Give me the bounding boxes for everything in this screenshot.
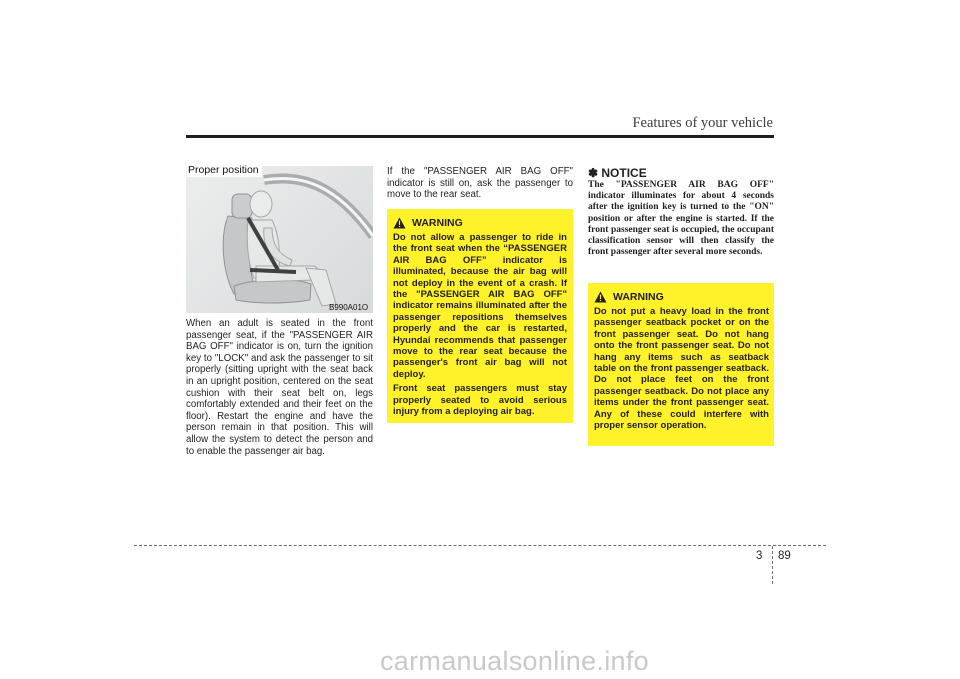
adult-seating-paragraph: When an adult is seated in the front passenger seat, if the "PASSENGER AIR BAG OFF" indicator is on, turn the ignition key to "LOCK" and ask the passenger to sit properly (sitting upright with the seat back in an upright position, centered on the seat cushion with their seat belt on, legs comfortably extended and their feet on the floor). Restart the engine and have the person remain in that position. This will allow the system to detect the person and to enable the passenger air bag. <box>186 318 373 457</box>
running-header: Features of your vehicle <box>632 115 773 131</box>
chapter-number: 3 <box>756 550 763 562</box>
rear-seat-paragraph: If the "PASSENGER AIR BAG OFF" indicator is still on, ask the passenger to move to the rear seat. <box>387 166 573 201</box>
seat-figure-drawing <box>186 166 373 313</box>
figure-caption: Proper position <box>187 164 262 177</box>
warning-title: WARNING <box>613 291 664 303</box>
warning-text-seated: Front seat passengers must stay properly seated to avoid serious injury from a deploying air bag. <box>393 383 567 418</box>
watermark: carmanualsonline.info <box>380 646 649 676</box>
warning-title: WARNING <box>412 217 463 229</box>
footer-divider <box>772 546 773 584</box>
notice-text: The "PASSENGER AIR BAG OFF" indicator illuminates for about 4 seconds after the ignition key is turned to the "ON" position or after the engine is started. If the front passenger seat is occupied, the occupant classification sensor will then classify the front passenger after several more seconds. <box>588 180 774 258</box>
footer-rule <box>134 545 826 546</box>
warning-box-passenger-airbag <box>387 209 573 423</box>
warning-text: Do not put a heavy load in the front passenger seatback pocket or on the front passenger seat. Do not hang onto the front passenger seat. Do not hang any items such as seatback table on the front passenger seatback. Do not place feet on the front passenger seatback. Do not place any items under the front passenger seat. Any of these could interfere with proper sensor operation. <box>594 306 769 432</box>
warning-triangle-icon <box>594 291 607 303</box>
warning-header <box>393 218 567 231</box>
page-number: 89 <box>778 550 791 562</box>
warning-header <box>594 292 769 305</box>
figure-code: B990A01O <box>329 303 369 312</box>
warning-box-seatback-load <box>588 283 774 446</box>
warning-triangle-icon <box>393 217 406 229</box>
seated-passenger-illustration <box>186 166 373 313</box>
warning-text: Do not allow a passenger to ride in the front seat when the “PASSENGER AIR BAG OFF” indicator is illuminated, because the air bag will not deploy in the event of a crash. If the "PASSENGER AIR BAG OFF" indicator remains illuminated after the passenger repositions themselves properly and the car is restarted, Hyundai recommends that passenger move to the rear seat because the passenger's front air bag will not deploy. <box>393 232 567 380</box>
notice-title: ✽ NOTICE <box>588 166 647 180</box>
header-rule <box>186 135 774 138</box>
